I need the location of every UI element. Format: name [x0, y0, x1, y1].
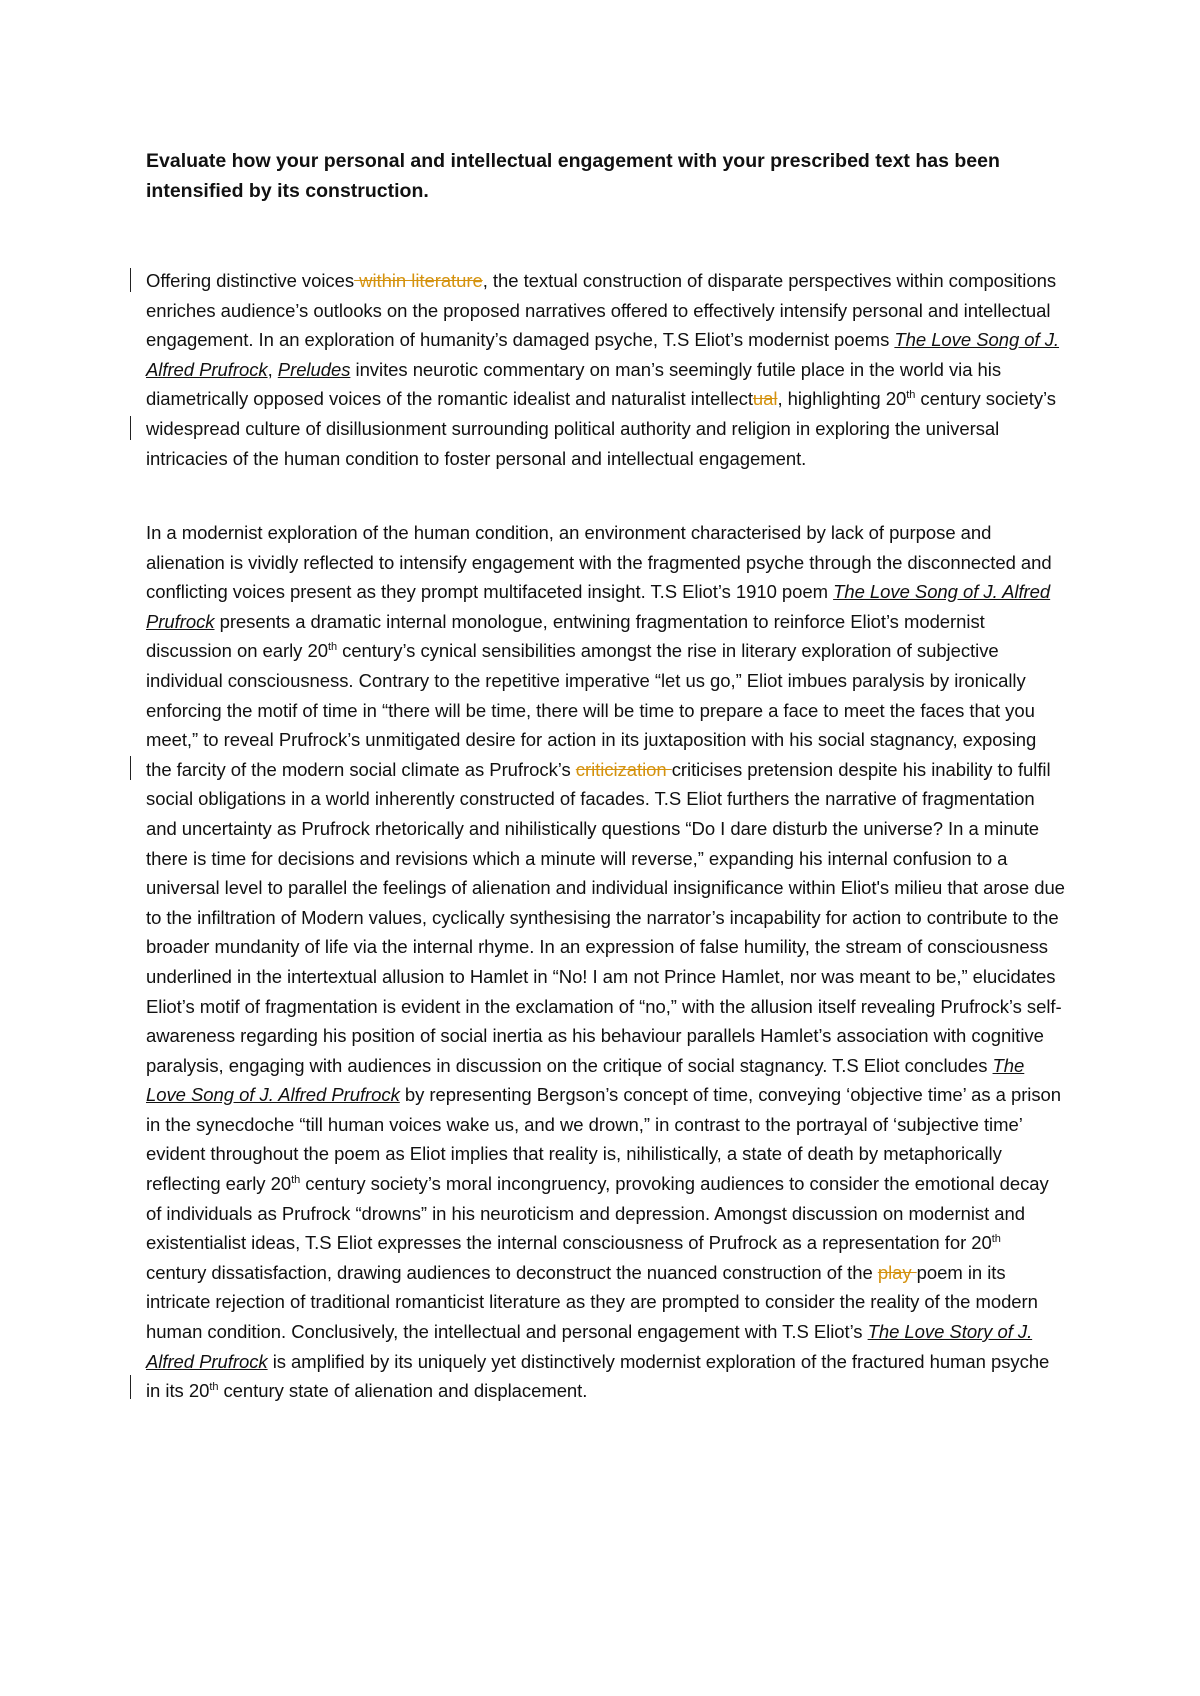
- text-run: , the textual construction of disparate perspectives within compositions enriches audience’s outlooks on the proposed narratives offered to effectively intensify personal and intellectual engagement. In an exploration of humanity’s damaged psyche, T.S Eliot’s modernist poems: [146, 270, 1057, 351]
- poem-title: The Love Story of J. Alfred Prufrock: [146, 1321, 1033, 1372]
- change-bar: [130, 416, 131, 440]
- superscript: th: [291, 1173, 301, 1186]
- text-run: century society’s widespread culture of disillusionment surrounding political authority and religion in exploring the universal intricacies of the human condition to foster personal and intellectual engagement.: [146, 388, 1056, 469]
- tracked-deletion: within literature: [354, 270, 483, 291]
- essay-question-heading: Evaluate how your personal and intellectual engagement with your prescribed text has been intensified by its construction.: [146, 150, 1000, 202]
- text-run: century’s cynical sensibilities amongst the rise in literary exploration of subjective individual consciousness. Contrary to the repetitive imperative “let us go,” Eliot imbues paralysis by ironically enforcing the motif of time in “there will be time, there will be time to prepare a face to meet the faces that you meet,” to reveal Prufrock’s unmitigated desire for action in its juxtaposition with his social stagnancy, exposing the farcity of the modern social climate as Prufrock’s: [146, 640, 1037, 780]
- intro-paragraph: [146, 266, 1066, 473]
- text-run: poem in its intricate rejection of traditional romanticist literature as they are prompted to consider the reality of the modern human condition. Conclusively, the intellectual and personal engagement with T.S Eliot’s: [146, 1261, 1038, 1343]
- superscript: th: [209, 1381, 219, 1394]
- text-run: In a modernist exploration of the human condition, an environment characterised by lack of purpose and alienation is vividly reflected to intensify engagement with the fragmented psyche through the disconnected and conflicting voices present as they prompt multifaceted insight. T.S Eliot’s 1910 poem: [146, 522, 1052, 603]
- text-run: is amplified by its uniquely yet distinctively modernist exploration of the fractured human psyche in its 20: [146, 1350, 1050, 1402]
- tracked-deletion: criticization: [575, 758, 672, 780]
- text-run: century society’s moral incongruency, provoking audiences to consider the emotional decay of individuals as Prufrock “drowns” in his neuroticism and depression. Amongst discussion on modernist and existentialist ideas, T.S Eliot expresses the internal consciousness of Prufrock as a representation for 20: [146, 1173, 1049, 1254]
- text-run: , highlighting 20: [777, 388, 907, 410]
- change-bar: [130, 1375, 131, 1399]
- tracked-deletion: ual: [752, 388, 778, 410]
- superscript: th: [906, 389, 916, 402]
- text-run: by representing Bergson’s concept of time, conveying ‘objective time’ as a prison in the synecdoche “till human voices wake us, and we drown,” in contrast to the portrayal of ‘subjective time’ evident throughout the poem as Eliot implies that reality is, nihilistically, a state of death by metaphorically reflecting early 20: [146, 1084, 1062, 1195]
- text-run: invites neurotic commentary on man’s seemingly futile place in the world via his diametrically opposed voices of the romantic idealist and naturalist intellect: [146, 358, 1002, 410]
- text-run: century state of alienation and displacement.: [218, 1380, 588, 1402]
- poem-title: The Love Song of J. Alfred Prufrock: [146, 581, 1051, 632]
- change-bar: [130, 756, 131, 780]
- text-run: Offering distinctive voices: [146, 270, 355, 291]
- poem-title: The Love Song of J. Alfred Prufrock: [146, 1054, 1025, 1106]
- text-run: presents a dramatic internal monologue, entwining fragmentation to reinforce Eliot’s modernist discussion on early 20: [146, 610, 985, 662]
- body-paragraph: [146, 518, 1066, 1406]
- change-bar: [130, 268, 131, 292]
- text-run: criticises pretension despite his inability to fulfil social obligations in a world inherently constructed of facades. T.S Eliot furthers the narrative of fragmentation and uncertainty as Prufrock rhetorically and nihilistically questions “Do I dare disturb the universe? In a minute there is time for decisions and revisions which a minute will reverse,” expanding his internal confusion to a universal level to parallel the feelings of alienation and individual insignificance within Eliot's milieu that arose due to the infiltration of Modern values, cyclically synthesising the narrator’s incapability for action to contribute to the broader mundanity of life via the internal rhyme. In an expression of false humility, the stream of consciousness underlined in the intertextual allusion to Hamlet in “No! I am not Prince Hamlet, nor was meant to be,” elucidates Eliot’s motif of fragmentation is evident in the exclamation of “no,” with the allusion itself revealing Prufrock’s self-awareness regarding his position of social inertia as his behaviour parallels Hamlet’s association with cognitive paralysis, engaging with audiences in discussion on the critique of social stagnancy. T.S Eliot concludes: [146, 758, 1065, 1076]
- superscript: th: [991, 1233, 1001, 1246]
- tracked-deletion: play: [877, 1261, 917, 1283]
- text-run: ,: [267, 358, 278, 380]
- superscript: th: [327, 641, 338, 654]
- poem-title: The Love Song of J. Alfred Prufrock: [146, 329, 1060, 380]
- text-run: century dissatisfaction, drawing audiences to deconstruct the nuanced construction of the: [146, 1261, 878, 1283]
- poem-title: Preludes: [277, 358, 351, 380]
